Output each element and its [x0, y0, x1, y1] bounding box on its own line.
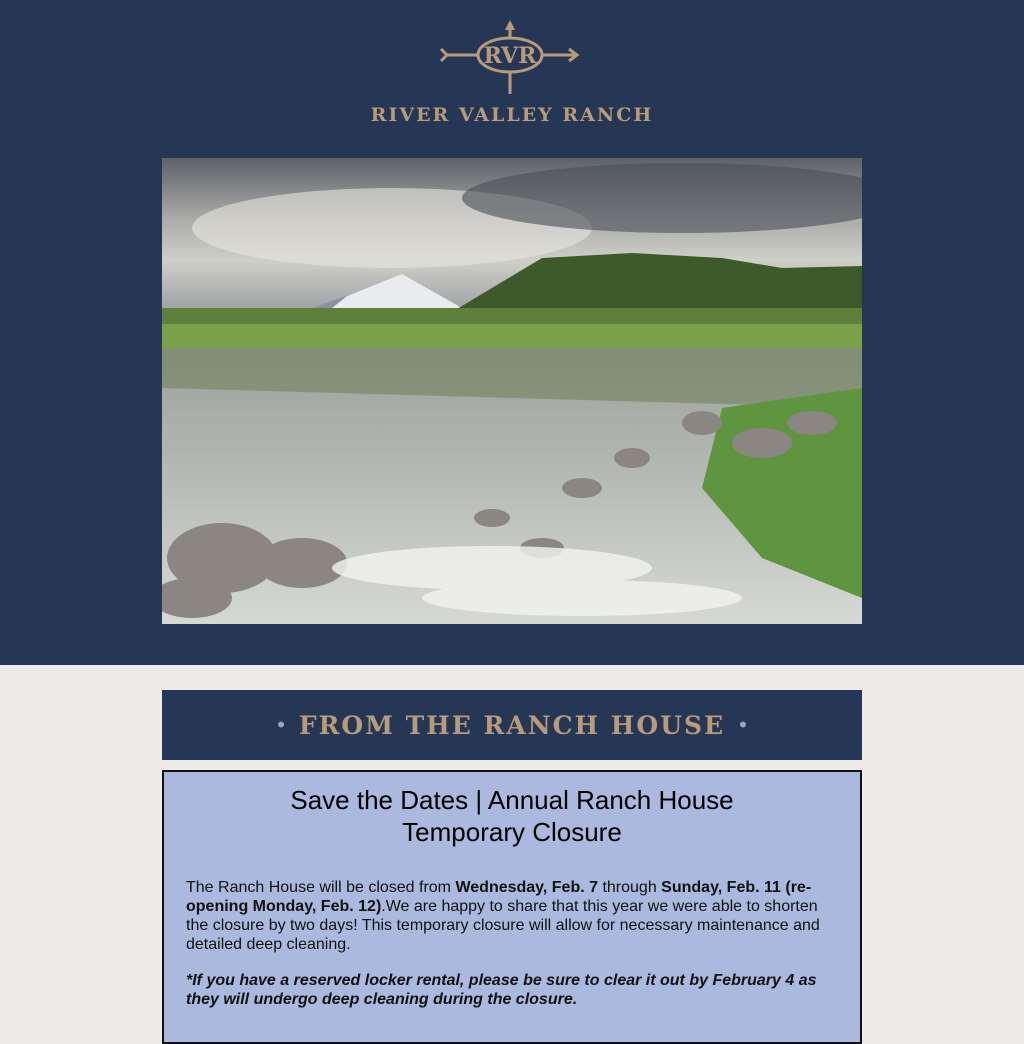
article-title-line2: Temporary Closure	[402, 817, 622, 847]
reopening-date: Sunday, Feb. 11 (re-opening Monday, Feb. 12)	[186, 879, 812, 915]
section-title: FROM THE RANCH HOUSE	[298, 710, 726, 740]
brand-name: RIVER VALLEY RANCH	[370, 104, 654, 126]
section-header	[162, 690, 862, 760]
compass-arrow-logo	[437, 18, 583, 98]
p1-rest: .We are happy to share that this year we were able to shorten the closure by two days! This temporary closure will allow for necessary maintenance and detailed deep cleaning.	[186, 898, 820, 953]
bullet-right: •	[739, 712, 747, 737]
bullet-left: •	[277, 712, 285, 737]
article-paragraph-2: *If you have a reserved locker rental, please be sure to clear it out by February 4 as they will undergo deep cleaning during the closure.	[186, 972, 817, 1008]
closing-date: Wednesday, Feb. 7	[455, 879, 599, 896]
p1-text: The Ranch House will be closed from	[186, 879, 456, 896]
article-card	[162, 770, 862, 1044]
article-title-line1: Save the Dates | Annual Ranch House	[290, 785, 734, 815]
p1-through: through	[598, 879, 662, 896]
article-paragraph-1	[186, 878, 838, 954]
logo-monogram: RVR	[483, 43, 537, 69]
article-title	[204, 784, 820, 848]
landscape-photo	[162, 158, 862, 624]
